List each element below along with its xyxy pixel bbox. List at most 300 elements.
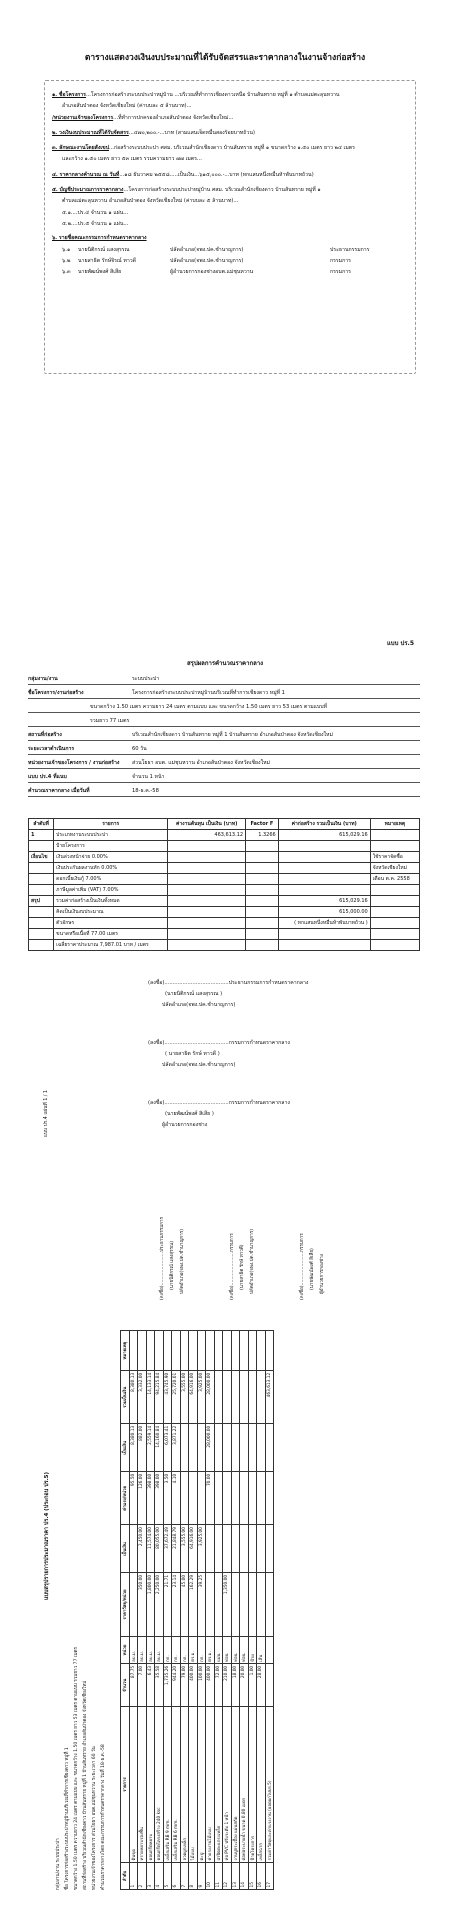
- form-code: แบบ ปร.5: [386, 640, 414, 647]
- table-row: [29, 907, 420, 918]
- pr4-row: [129, 1331, 138, 1890]
- pr4-cell: 3.50: [163, 1472, 172, 1525]
- table-cell: [246, 852, 279, 863]
- pr4-row: [189, 1331, 198, 1890]
- table-cell: [246, 929, 279, 940]
- pr4-cell: [257, 1472, 266, 1525]
- pr4-row: [248, 1331, 257, 1890]
- table-cell: [370, 841, 419, 852]
- pr4-cell: 7: [180, 1862, 189, 1889]
- pr4-cell: [265, 1573, 274, 1636]
- summary-row-value: ...โครงการก่อสร้างระบบประปาหมู่บ้าน ...บริเวณที่ทำการเชียงดาวเหนือ บ้านสันทราย หมู่ที่ ๑ ตำบลแม่ตะลุนหวาน: [85, 92, 340, 98]
- table-cell: ป้ายโครงการ: [54, 841, 168, 852]
- page-title: ตารางแสดงวงเงินงบประมาณที่ได้รับจัดสรรและราคากลางในงานจ้างก่อสร้าง: [84, 53, 366, 63]
- pr4-signature-position: ปลัดอำเภอ(จพง.ปค.ชำนาญการ): [180, 1228, 185, 1294]
- signature-name: (นายนิติกรณ์ แสงสุรรณ ): [165, 991, 223, 997]
- table-cell: 1: [29, 830, 54, 841]
- pr4-cell: 72.00: [214, 1664, 223, 1707]
- pr4-row: [197, 1331, 206, 1890]
- table-cell: [168, 907, 246, 918]
- pr4-header-line: หน่วยงานเจ้าของโครงการ ส่วนโยธา อบต.แม่ชุนหวาน ระยะเวลา 60 วัน: [92, 1746, 97, 1890]
- pr4-header-cell: เป็นเงิน: [121, 1424, 130, 1472]
- pr4-cell: 28.00: [257, 1664, 266, 1707]
- pr4-header-cell: หมายเหตุ: [121, 1331, 130, 1371]
- pr4-cell: [240, 1573, 249, 1636]
- table-cell: คิดเป็นเงินงบประมาณ: [54, 907, 168, 918]
- pr4-cell: 28,000.00: [206, 1371, 215, 1424]
- pr4-cell: ทรายหยาบรองพื้น: [138, 1707, 147, 1863]
- table-cell: [168, 863, 246, 874]
- pr4-cell: กก.: [163, 1636, 172, 1664]
- page-pr4-detail: [0, 1040, 450, 1900]
- signature-position: ปลัดอำเภอ(จพง.ปค.ชำนาญการ): [162, 1062, 236, 1068]
- table-cell: เฉลี่ยราคาประมาณ 7,987.01 บาท / เมตร: [54, 940, 168, 951]
- table-cell: ดอกเบี้ยเงินกู้ 7.00%: [54, 874, 168, 885]
- pr4-cell: 1,800.00: [146, 1573, 155, 1636]
- info-label: กลุ่มงาน/งาน: [28, 676, 58, 682]
- info-value: จำนวน 1 หน้า: [132, 774, 165, 780]
- pr4-cell: 4.10: [172, 1472, 181, 1525]
- pr4-row: [138, 1331, 147, 1890]
- table-cell: [246, 940, 279, 951]
- committee-position: ผู้อำนวยการกองช่างอบต.แม่ชุนหวาน: [170, 269, 254, 275]
- pr4-row: [240, 1331, 249, 1890]
- pr4-detail-table: [120, 1330, 274, 1890]
- pr4-cell: 8,380.13: [129, 1424, 138, 1472]
- table-cell: [278, 885, 370, 896]
- summary-row-value: ...โครงการก่อสร้างระบบประปาหมู่บ้าน ศสม. บริเวณสำนักเชียงดาว บ้านสันทราย หมู่ที่ ๑: [123, 187, 321, 193]
- table-header-cell: หมายเหตุ: [370, 819, 419, 830]
- pr4-cell: [206, 1331, 215, 1371]
- pr4-cell: [257, 1525, 266, 1573]
- info-label: ระยะเวลาดำเนินการ: [28, 746, 75, 752]
- summary-row: [52, 172, 314, 179]
- pr4-cell: 64,916.00: [189, 1525, 198, 1573]
- table-cell: 615,000.00: [278, 907, 370, 918]
- summary-row: [62, 103, 192, 110]
- table-cell: เงินล่วงหน้าจ่าย 0.00%: [54, 852, 168, 863]
- pr4-cell: ท่อ PVC ปรับระดับ 1 หน้า: [223, 1707, 232, 1863]
- summary-row: [62, 210, 128, 217]
- table-cell: [168, 929, 246, 940]
- summary-row-value: ๕.๑....ปร.๔ จำนวน ๑ แผ่น...: [62, 210, 129, 216]
- pr4-cell: 400.00: [206, 1664, 215, 1707]
- summary-row: [62, 198, 238, 205]
- table-cell: [29, 940, 54, 951]
- committee-name: นายนิติกรณ์ แสงสุรรณ: [78, 247, 130, 253]
- pr4-cell: 14,160.84: [155, 1424, 164, 1472]
- summary-row-value: อำเภอสันป่าตอง จังหวัดเชียงใหม่ (ค่าบบละ ๕ ล้านบาท)...: [62, 103, 192, 109]
- pr4-header-cell: ค่าแรง/หน่วย: [121, 1472, 130, 1525]
- info-label: หน่วยงานเจ้าของโครงการ / งานก่อสร้าง: [28, 760, 120, 766]
- table-cell: 615,029.16: [278, 830, 370, 841]
- info-rule: [28, 684, 420, 685]
- table-row: [29, 929, 420, 940]
- pr4-cell: 944.20: [172, 1664, 181, 1707]
- pr4-cell: 9: [197, 1862, 206, 1889]
- table-cell: [370, 918, 419, 929]
- pr4-row: [172, 1331, 181, 1890]
- summary-row: [52, 145, 355, 152]
- info-rule: [28, 726, 420, 727]
- pr4-cell: [231, 1525, 240, 1573]
- committee-position: ปลัดอำเภอ(จพง.ปค.ชำนาญการ): [170, 247, 244, 253]
- pr4-cell: [265, 1664, 274, 1707]
- summary-row-value: และกว้าง ๑.๕๐ เมตร ยาว ๕๓ เมตร รวมความยาว ๗๗ เมตร...: [62, 156, 202, 162]
- pr4-cell: ดินขุด: [129, 1707, 138, 1863]
- pr4-cell: รวมค่าวัสดุและค่าแรงงาน (ยอดยกไปปร.5): [265, 1707, 274, 1863]
- summary-row: [52, 130, 255, 137]
- pr4-cell: [265, 1331, 274, 1371]
- pr4-cell: 12: [223, 1862, 232, 1889]
- pr4-cell: 16: [257, 1862, 266, 1889]
- signature-line: (ลงชื่อ).......................................ประธานกรรมการกำหนดราคากลาง: [148, 980, 309, 986]
- pr4-cell: คอนกรีตโครงสร้าง 240 ksc: [155, 1707, 164, 1863]
- pr4-cell: 20.00: [240, 1664, 249, 1707]
- table-cell: เดือน ต.ค. 2558: [370, 874, 419, 885]
- pr4-cell: [189, 1472, 198, 1525]
- pr4-cell: [265, 1525, 274, 1573]
- table-cell: 463,613.12: [168, 830, 246, 841]
- info-value: บริเวณสำนักเชียงดาว บ้านสันทราย หมู่ที่ 1 บ้านสันทราย อำเภอสันป่าตอง จังหวัดเชียงใหม่: [132, 732, 333, 738]
- pr4-cell: 87.75: [129, 1664, 138, 1707]
- table-cell: ภาษีมูลค่าเพิ่ม (VAT) 7.00%: [54, 885, 168, 896]
- pr4-signature-position: ปลัดอำเภอ(จพง.ปค.ชำนาญการ): [250, 1228, 255, 1294]
- pr4-row: [155, 1331, 164, 1890]
- pr4-cell: 11: [214, 1862, 223, 1889]
- pr4-cell: [223, 1525, 232, 1573]
- table-cell: [168, 852, 246, 863]
- pr4-header-line: ชื่อ โครงการก่อสร้างระบบประปาหมู่บ้านบริเวณที่ทำการเชียงดาว หมู่ที่ 1: [65, 1747, 70, 1890]
- pr4-cell: งานปูกระเบื้อง แผ่นสกัด: [231, 1707, 240, 1863]
- rotated-sheet: [40, 1080, 430, 1900]
- pr4-cell: [248, 1371, 257, 1424]
- pr4-page-label: แบบ ปร.4 แผ่นที่ 1 / 1: [44, 1090, 49, 1138]
- pr4-cell: ไม้แบบ: [189, 1707, 198, 1863]
- pr4-signature-position: ผู้อำนวยการกองช่าง: [320, 1254, 325, 1294]
- pr4-header-line: กลุ่มงาน/งาน ระบบประปา: [56, 1838, 61, 1890]
- signature-line: (ลงชื่อ).......................................กรรมการกำหนดราคากลาง: [148, 1040, 290, 1046]
- table-cell: [29, 918, 54, 929]
- pr4-cell: 3,555.00: [180, 1371, 189, 1424]
- pr4-header-cell: หน่วย: [121, 1636, 130, 1664]
- table-cell: [168, 918, 246, 929]
- summary-row-label: ๑. ชื่อโครงการ: [52, 92, 86, 98]
- pr4-cell: 8,380.13: [129, 1371, 138, 1424]
- pr4-cell: [146, 1331, 155, 1371]
- pr4-title: แบบสรุปรายการประมาณราคา ปร.4 (ประกอบ ปร.5): [44, 1471, 50, 1600]
- pr4-cell: [214, 1573, 223, 1636]
- info-value: 60 วัน: [132, 746, 147, 752]
- pr4-row: [163, 1331, 172, 1890]
- table-cell: เงื่อนไข: [29, 852, 54, 863]
- table-cell: [246, 918, 279, 929]
- table-cell: [370, 885, 419, 896]
- pr4-cell: ท่อน: [240, 1636, 249, 1664]
- pr4-signature-name: (นายพัฒน์พงศ์ สิเสีย): [310, 1248, 315, 1290]
- pr4-cell: 6: [172, 1862, 181, 1889]
- pr4-cell: 6,073.41: [163, 1424, 172, 1472]
- pr4-row: [206, 1331, 215, 1890]
- pr4-cell: 64,916.00: [189, 1371, 198, 1424]
- table-cell: [278, 929, 370, 940]
- summary-row-value: ...ก่อสร้างระบบประปา ศสม. บริเวณสำนักเชียงดาว บ้านสันทราย หมู่ที่ ๑ ขนาดกว้าง ๑.๕๐ เมตร ยาว ๒๔ เมตร: [109, 145, 355, 151]
- table-cell: รวมค่าก่อสร้างเป็นเงินทั้งหมด: [54, 896, 168, 907]
- pr4-header-cell: ราคาวัสดุ/หน่วย: [121, 1573, 130, 1636]
- summary-row: [52, 92, 339, 99]
- signature-position: ผู้อำนวยการกองช่าง: [162, 1122, 208, 1128]
- pr4-cell: [257, 1424, 266, 1472]
- pr4-cell: [214, 1424, 223, 1472]
- pr4-cell: [231, 1472, 240, 1525]
- pr4-cell: [231, 1371, 240, 1424]
- pr4-signature-line: (ลงชื่อ).......................กรรมการ: [230, 1233, 235, 1300]
- pr4-cell: [248, 1525, 257, 1573]
- table-cell: ( หกแสนหนึ่งหมื่นห้าพันบาทถ้วน ): [278, 918, 370, 929]
- pr4-cell: กก.: [172, 1636, 181, 1664]
- pr4-cell: กก.: [197, 1636, 206, 1664]
- summary-row-label: ๔. ราคากลางคำนวณ ณ วันที่: [52, 172, 120, 178]
- committee-no: ๖.๑: [62, 247, 71, 253]
- pr4-cell: 10: [206, 1862, 215, 1889]
- pr4-cell: 23.14: [172, 1573, 181, 1636]
- pr4-cell: คอนกรีตหยาบ: [146, 1707, 155, 1863]
- pr4-cell: [189, 1331, 198, 1371]
- info-value: รวมยาว 77 เมตร: [90, 718, 130, 724]
- pr4-cell: ค่าแรงงานไม้แบบ: [206, 1707, 215, 1863]
- pr4-cell: [129, 1573, 138, 1636]
- table-row: [29, 830, 420, 841]
- pr4-row: [180, 1331, 189, 1890]
- pr4-cell: [265, 1472, 274, 1525]
- table-cell: 1.3266: [246, 830, 279, 841]
- info-rule: [28, 698, 420, 699]
- pr4-cell: เหล็กเสริม RB 6 mm.: [172, 1707, 181, 1863]
- pr4-cell: 3,925.00: [197, 1371, 206, 1424]
- pr4-cell: [240, 1525, 249, 1573]
- info-label: แบบ ปร.4 ที่แนบ: [28, 774, 67, 780]
- table-cell: 615,029.16: [278, 896, 370, 907]
- pr4-cell: 3,925.00: [197, 1525, 206, 1573]
- pr4-row: [214, 1331, 223, 1890]
- pr4-header-cell: รวมเป็นเงิน: [121, 1371, 130, 1424]
- table-row: [29, 940, 420, 951]
- pr4-cell: 2,450.00: [138, 1525, 147, 1573]
- table-cell: [278, 863, 370, 874]
- pr4-cell: ป้ายโครงการ: [248, 1707, 257, 1863]
- pr4-cell: [240, 1331, 249, 1371]
- pr4-row: [146, 1331, 155, 1890]
- pr4-cell: 1,350.00: [223, 1573, 232, 1636]
- pr4-cell: [155, 1331, 164, 1371]
- pr4-cell: ตะปู: [197, 1707, 206, 1863]
- pr4-cell: [214, 1371, 223, 1424]
- pr4-cell: [197, 1424, 206, 1472]
- pr4-cell: 15: [248, 1862, 257, 1889]
- pr4-cell: 463,613.12: [265, 1371, 274, 1424]
- table-row: [29, 863, 420, 874]
- table-cell: [370, 830, 419, 841]
- table-row: [29, 841, 420, 852]
- summary-row: [52, 235, 147, 242]
- pr4-header-cell: เป็นเงิน: [121, 1525, 130, 1573]
- pr4-cell: 95.50: [129, 1472, 138, 1525]
- pr4-cell: 3,871.22: [172, 1424, 181, 1472]
- table-row: [29, 852, 420, 863]
- table-cell: [278, 940, 370, 951]
- pr4-cell: 2,559.14: [146, 1424, 155, 1472]
- summary-title: สรุปผลการคำนวณราคากลาง: [186, 660, 264, 667]
- committee-role: ประธานกรรมการ: [330, 247, 370, 253]
- pr4-cell: ลบ.ม.: [129, 1636, 138, 1664]
- pr4-cell: [265, 1636, 274, 1664]
- committee-name: นายสาธิต รักษ์จิรณ์ ทาวดี: [78, 258, 137, 264]
- info-value: ขนาดกว้าง 1.50 เมตร ความยาว 24 เมตร ตามแบบ และ ขนาดกว้าง 1.50 เมตร ยาว 53 เมตร ตามแบบที่: [90, 704, 327, 710]
- info-rule: [28, 796, 420, 797]
- pr4-cell: [129, 1331, 138, 1371]
- pr4-cell: 350.00: [138, 1573, 147, 1636]
- signature-name: (นายพัฒน์พงศ์ สิเสีย ): [165, 1111, 214, 1117]
- pr4-cell: [265, 1424, 274, 1472]
- table-cell: [168, 874, 246, 885]
- pr4-cell: [180, 1424, 189, 1472]
- pr4-cell: 3: [146, 1862, 155, 1889]
- summary-row-value: ...ที่ทำการปกครองอำเภอสันป่าตอง จังหวัดเชียงใหม่...: [113, 115, 234, 121]
- summary-row-value: ...๑๘ ธันวาคม ๒๕๕๘.....เป็นเงิน...๖๑๕,๐๐๐.-...บาท (หกแสนหนึ่งหมื่นห้าพันบาทถ้วน): [119, 172, 314, 178]
- committee-no: ๖.๒: [62, 258, 71, 264]
- pr4-cell: [231, 1424, 240, 1472]
- pr4-row: [257, 1331, 266, 1890]
- pr4-cell: [214, 1331, 223, 1371]
- pr4-cell: ตร.ม.: [206, 1636, 215, 1664]
- pr4-cell: 43,745.90: [163, 1371, 172, 1424]
- table-row: [29, 918, 420, 929]
- table-cell: [278, 852, 370, 863]
- info-label: ชื่อโครงการ/งานก่อสร้าง: [28, 690, 84, 696]
- pr4-cell: ท่อน: [223, 1636, 232, 1664]
- pr4-cell: กก.: [180, 1636, 189, 1664]
- pr4-cell: 80,055.00: [155, 1525, 164, 1573]
- table-row: [29, 896, 420, 907]
- summary-row: [62, 221, 128, 228]
- pr4-cell: 398.00: [146, 1472, 155, 1525]
- table-row: [29, 885, 420, 896]
- info-value: โครงการก่อสร้างระบบประปาหมู่บ้านบริเวณที่ทำการเชียงดาว หมู่ที่ 1: [132, 690, 285, 696]
- table-row: [29, 874, 420, 885]
- pr4-cell: แผ่น: [214, 1636, 223, 1664]
- table-cell: [370, 896, 419, 907]
- table-cell: [370, 940, 419, 951]
- pr4-cell: 70.00: [206, 1472, 215, 1525]
- pr4-cell: ลบ.ม.: [146, 1636, 155, 1664]
- pr4-cell: 3,555.00: [180, 1525, 189, 1573]
- pr4-cell: [223, 1472, 232, 1525]
- info-rule: [28, 768, 420, 769]
- pr4-cell: [197, 1331, 206, 1371]
- pr4-cell: 11,574.00: [146, 1525, 155, 1573]
- pr4-row: [265, 1331, 274, 1890]
- pr4-cell: ฝาปิดตะแกรงเหล็ก: [214, 1707, 223, 1863]
- pr4-cell: 126.00: [138, 1472, 147, 1525]
- pr4-cell: [180, 1331, 189, 1371]
- info-rule: [28, 754, 420, 755]
- pr4-cell: 79.00: [180, 1664, 189, 1707]
- pr4-cell: [163, 1331, 172, 1371]
- pr4-cell: 18.00: [231, 1664, 240, 1707]
- pr4-cell: 2,250.00: [155, 1573, 164, 1636]
- committee-no: ๖.๓: [62, 269, 71, 275]
- summary-row-label: ๕. บัญชีประมาณการราคากลาง: [52, 187, 124, 193]
- table-cell: [29, 885, 54, 896]
- pr4-cell: 4: [155, 1862, 164, 1889]
- table-cell: ขนาดหรือเนื้อที่ 77.00 เมตร: [54, 929, 168, 940]
- summary-row-label: ๖. รายชื่อคณะกรรมการกำหนดราคากลาง: [52, 235, 147, 241]
- pr4-cell: 400.00: [189, 1664, 198, 1707]
- pr4-cell: [214, 1525, 223, 1573]
- pr4-cell: [248, 1472, 257, 1525]
- pr4-cell: 28,000.00: [206, 1424, 215, 1472]
- pr4-cell: 8: [189, 1862, 198, 1889]
- pr4-cell: [231, 1573, 240, 1636]
- info-value: 18-ธ.ค.-58: [132, 788, 159, 794]
- pr4-cell: [223, 1424, 232, 1472]
- pr4-cell: 39.25: [197, 1573, 206, 1636]
- pr4-cell: [214, 1472, 223, 1525]
- pr4-cell: [231, 1331, 240, 1371]
- summary-row: [52, 115, 233, 122]
- pr4-signature-line: (ลงชื่อ).......................ประธานกรรมการ: [160, 1216, 165, 1300]
- pr4-cell: [223, 1331, 232, 1371]
- committee-role: กรรมการ: [330, 258, 351, 264]
- pr4-header-line: ขนาดกว้าง 1.50 เมตร ความยาว 24 เมตร ตามแบบ และ ขนาดกว้าง 1.50 เมตร ยาว 53 เมตร ตามแบบ รวมยาว 77 เมตร: [74, 1646, 79, 1890]
- table-cell: เงินประกันผลงานหัก 0.00%: [54, 863, 168, 874]
- table-cell: ตัวอักษร: [54, 918, 168, 929]
- pr4-cell: 1,735.26: [163, 1664, 172, 1707]
- pr4-cell: 162.29: [189, 1573, 198, 1636]
- info-value: ระบบประปา: [132, 676, 160, 682]
- table-cell: [278, 841, 370, 852]
- table-cell: [168, 841, 246, 852]
- pr4-cell: 210.00: [223, 1664, 232, 1707]
- pr4-cell: [248, 1573, 257, 1636]
- pr4-cell: ท่อน: [231, 1636, 240, 1664]
- table-cell: [370, 907, 419, 918]
- pr4-cell: [240, 1371, 249, 1424]
- table-cell: ใช้ราคาจัดซื้อ: [370, 852, 419, 863]
- table-cell: [168, 885, 246, 896]
- pr4-cell: [257, 1371, 266, 1424]
- pr4-cell: ลบ.ม.: [138, 1636, 147, 1664]
- pr4-cell: ลวดผูกเหล็ก: [180, 1707, 189, 1863]
- committee-role: กรรมการ: [330, 269, 351, 275]
- table-cell: [370, 929, 419, 940]
- table-cell: [168, 896, 246, 907]
- table-cell: [29, 863, 54, 874]
- table-cell: [246, 874, 279, 885]
- table-header-cell: ค่าก่อสร้าง รวมเป็นเงิน (บาท): [278, 819, 370, 830]
- pr4-cell: 17: [265, 1862, 274, 1889]
- pr4-cell: [197, 1472, 206, 1525]
- table-header-cell: ค่างานต้นทุน เป็นเงิน (บาท): [168, 819, 246, 830]
- pr4-header-line: สถานที่ก่อสร้าง บริเวณสำนักเชียงดาว บ้านสันทราย หมู่ที่ 1 บ้านสันทราย อำเภอสันป่าตอง จังหวัดเชียงใหม่: [83, 1680, 88, 1890]
- pr4-cell: เหล็กฉาก: [257, 1707, 266, 1863]
- summary-row: [52, 187, 321, 194]
- table-cell: สรุป: [29, 896, 54, 907]
- signature-name: ( นายสาธิต รักษ์ ทาวดี ): [165, 1051, 220, 1057]
- pr4-header-line: คำนวณราคากลางโดย คณะกรรมการกำหนดราคากลาง วันที่ 18-ธ.ค.-58: [101, 1744, 106, 1890]
- pr4-cell: ป้าย: [248, 1636, 257, 1664]
- pr4-cell: [240, 1472, 249, 1525]
